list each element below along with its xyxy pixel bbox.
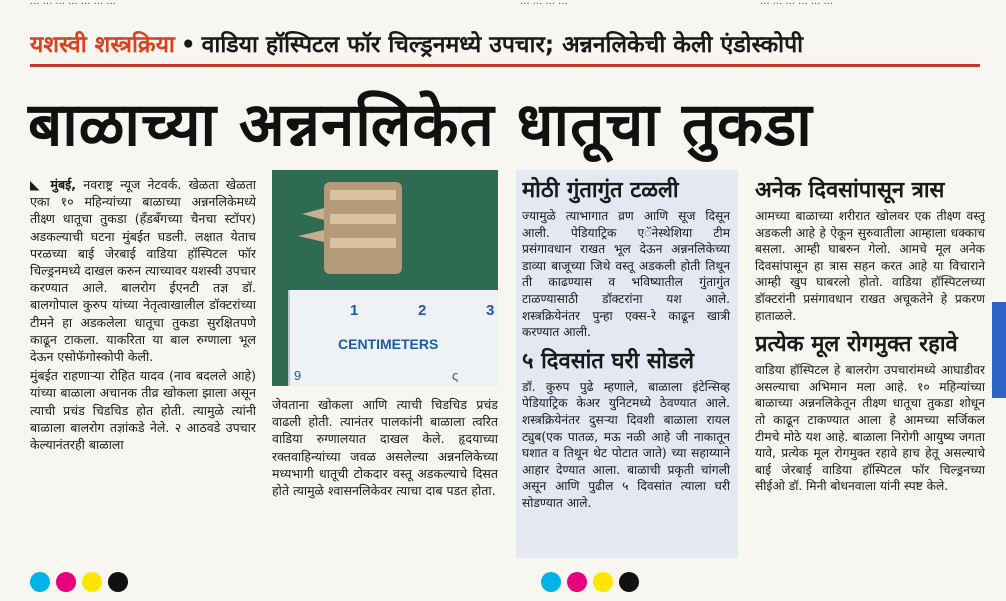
article-photo [272,170,498,386]
article-column-2 [272,396,498,566]
kicker-label: यशस्वी शस्त्रक्रिया [30,32,175,58]
black-dot [108,572,128,592]
registration-marks [541,572,645,592]
article-paragraph: आमच्या बाळाच्या शरीरात खोलवर एक तीक्ष्ण वस्तू अडकली आहे हे ऐकून सुरुवातीला आम्हाला धक्काच बसला. आम्ही घाबरुन गेलो. आमचे मूल अनेक दिवसांपासून हा त्रास सहन करत आहे या विचाराने आम्ही खुप घाबरलो होतो. वाडिया हॉस्पिटलच्या डॉक्टरांनी प्रसंगावधान राखत अचूकतेने हे प्रकरण हाताळले. [755,209,985,323]
article-column-4 [755,176,985,562]
adjacent-page-edge [988,0,1006,601]
ruler-unit-label: CENTIMETERS [338,336,439,352]
ruler-number-bottom: 9 [294,368,302,383]
ruler-number: 2 [418,302,427,319]
article-paragraph: जेवताना खोकला आणि त्याची चिडचिड प्रचंड वाढली होती. त्यानंतर पालकांनी बाळाला त्वरित वाडिया रुग्णालयात दाखल केले. हृदयाच्या रक्तवाहिन्यांच्या जवळ असलेल्या अन्ननलिकेच्या मध्यभागी धातूची टोकदार वस्तू अडकल्याचे दिसत होते त्यामुळे श्वासनलिकेवर त्याचा दाब पडत होता. [272,397,498,499]
dateline: ◣ मुंबई, [30,177,77,192]
dateline-city: मुंबई, [50,177,77,192]
kicker-line [30,26,980,67]
ruler-number-bottom: ς [452,368,459,383]
top-strip-fragment: ... ... ... ... ... ... ... [30,0,116,7]
box-paragraph: ज्यामुळे त्याभागात व्रण आणि सूज दिसून आली. पेडियाट्रिक एॅनेस्थेशिया टीम प्रसंगावधान राखत भूल देऊन अन्ननलिकेच्या डाव्या बाजूच्या जिथे वस्तू अडकली होती तिथून ती काढण्यास व भविष्यातील गुंतागुंत टाळण्यासाठी डॉक्टरांना यश आले. शस्त्रक्रियेनंतर पुन्हा एक्स-रे काढून खात्री करण्यात आली. [522,209,730,340]
yellow-dot [82,572,102,592]
top-strip-cutoff-text [0,0,1006,12]
article-column-1 [30,176,256,562]
magenta-dot [56,572,76,592]
adjacent-image-fragment [992,302,1006,398]
ruler-number: 3 [486,302,495,319]
article-paragraph: मुंबईत राहणाऱ्या रोहित यादव (नाव बदलले आहे) यांच्या बाळाला अचानक तीव्र खोकला झाला असून त्याची प्रचंड चिडचिड होत होती. त्यामुळे त्यांनी बाळाला बालरोग तज्ञांकडे नेले. २ आठवडे उपचार केल्यानंतरही बाळाला [30,368,256,453]
cyan-dot [541,572,561,592]
registration-marks [30,572,134,592]
kicker-text: वाडिया हॉस्पिटल फॉर चिल्ड्रनमध्ये उपचार; अन्ननलिकेची केली एंडोस्कोपी [201,32,804,58]
shaded-box [516,170,738,558]
yellow-dot [593,572,613,592]
ruler [288,290,498,386]
ruler-number: 1 [350,302,359,319]
black-dot [619,572,639,592]
article-paragraph [30,176,256,365]
subheading: मोठी गुंतागुंत टळली [522,178,679,203]
kicker-bullet: • [180,32,196,58]
paragraph-text: खेळता खेळता एका १० महिन्यांच्या बाळाच्या अन्ननलिकेमध्ये तीक्ष्ण धातूचा तुकडा (हॅंडबॅंगच्या चैनचा स्टॉपर) अडकल्याची घटना मुंबईत घडली. लक्षात येताच परळच्या बाई जेरबाई वाडिया हॉस्पिटल फॉर चिल्ड्रनमध्ये दाखल करुन त्याच्यावर यशस्वी उपचार करण्यात आले. बालरोग ईएनटी तज्ञ डॉ. बालगोपाल कुरुप यांच्या नेतृत्वाखालील डॉक्टरांच्या टीमने हा अडकलेला धातूचा तुकडा सुरक्षितपणे काढून टाकला. याकरिता या बाल रुग्णाला भूल देऊन एसोफॅगोस्कोपी केली. [30,177,256,365]
subheading: ५ दिवसांत घरी सोडले [522,348,695,374]
top-strip-fragment: ... ... ... ... [520,0,568,7]
magenta-dot [567,572,587,592]
box-paragraph: डॉ. कुरुप पुढे म्हणाले, बाळाला इंटेन्सिव्ह पेडियाट्रिक केअर युनिटमध्ये ठेवण्यात आले. शस्त्रक्रियेनंतर दुसऱ्या दिवशी बाळाला रायल ट्युब(एक पातळ, मऊ नळी आहे जी नाकातून घशात व तिथून थेट पोटात जाते) च्या सहाय्याने आहार देण्यात आला. बाळाची प्रकृती चांगली असून आणि पुढील ५ दिवसांत त्याला घरी सोडण्यात आले. [522,379,730,510]
article-paragraph: वाडिया हॉस्पिटल हे बालरोग उपचारांमध्ये आघाडीवर असल्याचा अभिमान मला आहे. १० महिन्यांच्या बाळाच्या अन्ननलिकेतून तीक्ष्ण धातूचा तुकडा शोधून तो काढून टाकण्यात आला हे आमच्या सर्जिकल टीमचे मोठे यश आहे. बाळाला निरोगी आयुष्य जगता यावे, प्रत्येक मूल रोगमुक्त रहावे हाच हेतू असल्याचे बाई जेरबाई वाडिया हॉस्पिटल फॉर चिल्ड्रनच्या सीईओ डॉ. मिनी बोधनवाला यांनी स्पष्ट केले. [755,363,985,494]
agency: नवराष्ट्र न्यूज नेटवर्क. [83,177,182,192]
subheading: अनेक दिवसांपासून त्रास [755,178,945,203]
headline: बाळाच्या अन्ननलिकेत धातूचा तुकडा [28,90,813,160]
subheading: प्रत्येक मूल रोगमुक्त रहावे [755,332,958,358]
cyan-dot [30,572,50,592]
top-strip-fragment: ... ... ... ... ... ... [760,0,834,7]
